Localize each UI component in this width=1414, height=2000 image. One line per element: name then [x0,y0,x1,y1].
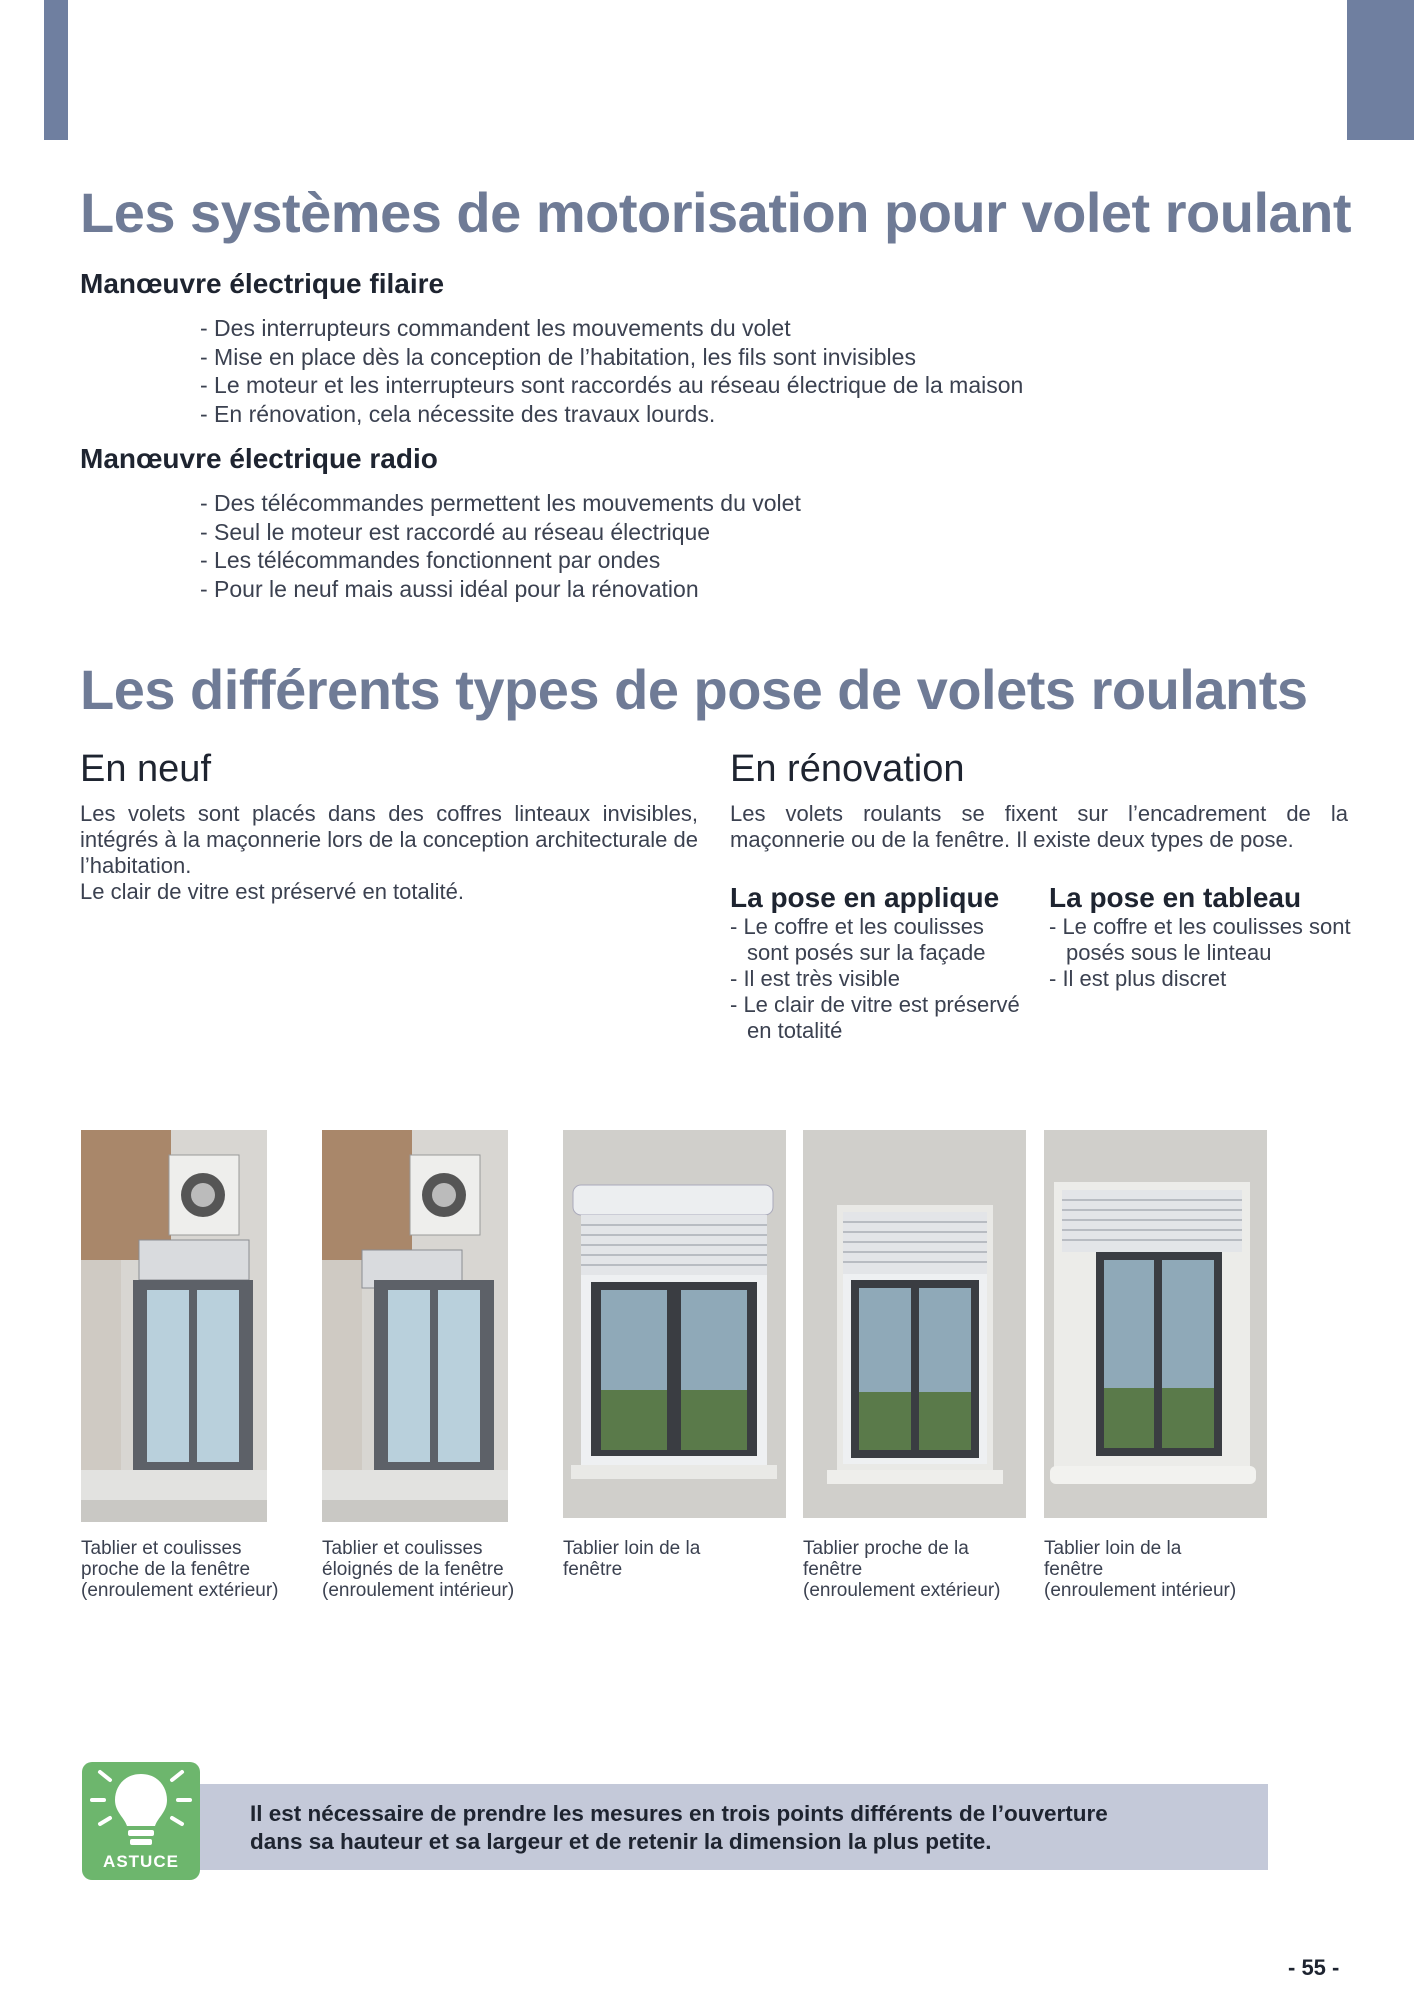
wired-list [200,314,1023,428]
window-tableau-far-image [1044,1130,1267,1518]
new-text: Les volets sont placés dans des coffres linteaux invisibles, intégrés à la maçonnerie lors de la conception architecturale de l’habitation. [80,801,698,878]
caption-2: Tablier et coulisses éloignés de la fenêtre (enroulement intérieur) [322,1538,515,1601]
new-text-2: Le clair de vitre est préservé en totalité. [80,879,464,904]
motorisation-title: Les systèmes de motorisation pour volet roulant [80,181,1352,244]
cutaway-exterior-image [81,1130,267,1522]
caption-4: Tablier proche de la fenêtre (enroulement extérieur) [803,1538,1001,1601]
tableau-list [1049,914,1359,992]
list-item: - Il est très visible [730,966,900,991]
right-tab-marker [1347,0,1414,140]
window-applique-far-image [563,1130,786,1518]
list-item: - Le clair de vitre est préservé en totalité [730,992,1020,1043]
renovation-heading: En rénovation [730,748,965,790]
wired-heading: Manœuvre électrique filaire [80,268,445,299]
caption-1: Tablier et coulisses proche de la fenêtre (enroulement extérieur) [81,1538,279,1601]
tableau-heading: La pose en tableau [1049,882,1302,913]
list-item: - En rénovation, cela nécessite des travaux lourds. [200,400,716,427]
list-item: - Le moteur et les interrupteurs sont raccordés au réseau électrique de la maison [200,372,1024,398]
list-item: - Des télécommandes permettent les mouvements du volet [200,490,801,516]
list-item: - Des interrupteurs commandent les mouvements du volet [200,315,791,341]
page-number: - 55 - [1288,1955,1340,1980]
cutaway-interior-image [322,1130,508,1522]
lightbulb-icon [82,1762,200,1852]
new-heading: En neuf [80,748,211,790]
caption-5: Tablier loin de la fenêtre (enroulement intérieur) [1044,1538,1237,1601]
list-item: - Le coffre et les coulisses sont posés sur la façade [730,914,986,965]
caption-3: Tablier loin de la fenêtre [563,1538,701,1580]
tip-text: Il est nécessaire de prendre les mesures en trois points différents de l’ouverture dans sa hauteur et sa largeur et de retenir la dimension la plus petite. [250,1801,1108,1854]
tip-badge-label: ASTUCE [103,1852,179,1871]
renovation-text: Les volets roulants se fixent sur l’encadrement de la maçonnerie ou de la fenêtre. Il existe deux types de pose. [730,801,1348,852]
list-item: - Le coffre et les coulisses sont posés sous le linteau [1049,914,1351,965]
pose-types-title: Les différents types de pose de volets roulants [80,658,1308,721]
radio-heading: Manœuvre électrique radio [80,443,438,474]
radio-list [200,489,801,603]
window-tableau-near-image [803,1130,1026,1518]
list-item: - Les télécommandes fonctionnent par ondes [200,547,661,573]
left-tab-marker [44,0,68,140]
tip-badge [82,1762,200,1880]
list-item: - Pour le neuf mais aussi idéal pour la rénovation [200,575,699,602]
list-item: - Il est plus discret [1049,966,1227,991]
applique-heading: La pose en applique [730,882,1000,913]
list-item: - Seul le moteur est raccordé au réseau électrique [200,518,711,545]
list-item: - Mise en place dès la conception de l’habitation, les fils sont invisibles [200,343,916,370]
applique-list [730,914,1030,1044]
